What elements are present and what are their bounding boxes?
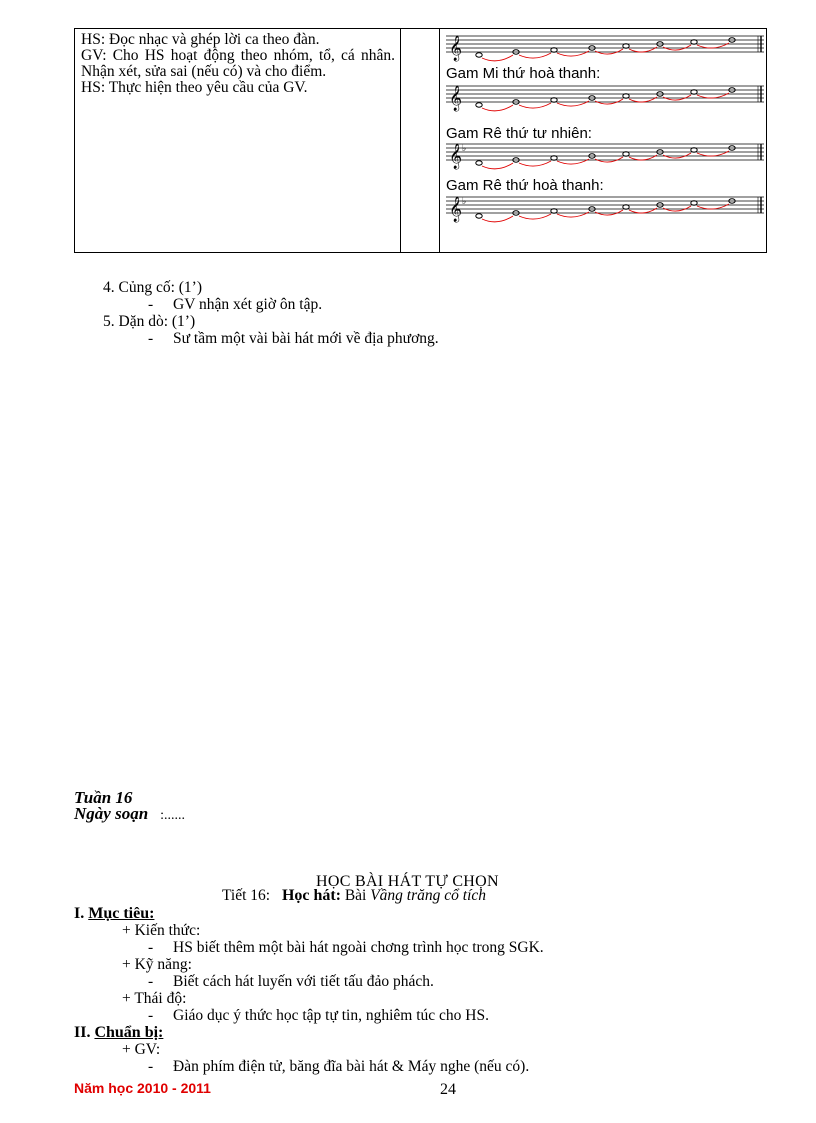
music-staff-3 (446, 140, 766, 172)
preparation-label: + GV: (122, 1041, 161, 1058)
slur-line (519, 53, 551, 58)
music-staff-1 (446, 32, 766, 64)
note-head (691, 90, 697, 94)
slur-line (482, 105, 513, 111)
scale-label: Gam Mi thứ hoà thanh: (446, 65, 601, 82)
note-head (551, 48, 557, 52)
dash: - (148, 1058, 154, 1075)
slur-line (595, 157, 623, 162)
treble-clef-icon: 𝄞 (449, 197, 463, 222)
dash: - (148, 973, 154, 990)
note-head (623, 94, 629, 98)
empty-cell (401, 29, 440, 252)
note-head (691, 148, 697, 152)
note-head (476, 53, 482, 57)
date-line (74, 804, 185, 824)
music-staff-2 (446, 82, 766, 114)
slur-line (482, 163, 513, 169)
objective-detail: Giáo dục ý thức học tập tự tin, nghiêm túc cho HS. (173, 1007, 489, 1024)
slur-line (519, 103, 551, 108)
slur-line (663, 206, 691, 211)
objective-detail: Biết cách hát luyến với tiết tấu đảo phách. (173, 973, 434, 990)
activity-line: HS: Đọc nhạc và ghép lời ca theo đàn. (81, 31, 320, 48)
lesson-title: HỌC BÀI HÁT TỰ CHỌN (316, 873, 499, 890)
slur-line (595, 49, 623, 54)
slur-line (482, 216, 513, 222)
note-head (476, 161, 482, 165)
section-1-title: Mục tiêu: (88, 905, 155, 922)
hoc-hat-label: Học hát (281, 887, 336, 904)
note-head (623, 44, 629, 48)
school-year: Năm học 2010 - 2011 (74, 1080, 211, 1096)
slur-line (595, 210, 623, 215)
note-head (623, 205, 629, 209)
treble-clef-icon: 𝄞 (449, 86, 463, 111)
tiet-label: Tiết 16: (222, 887, 271, 904)
section-2-number: II. (74, 1024, 91, 1041)
note-head (551, 209, 557, 213)
treble-clef-icon: 𝄞 (449, 36, 463, 61)
slur-line (663, 45, 691, 50)
section-1-heading (74, 905, 154, 923)
slur-line (482, 55, 513, 61)
review-item-4: 4. Củng cố: (1’) (103, 279, 203, 296)
colon: : (335, 887, 341, 904)
preparation-detail: Đàn phím điện tử, băng đĩa bài hát & Máy nghe (nếu có). (173, 1058, 530, 1075)
note-head (691, 40, 697, 44)
note-head (551, 98, 557, 102)
flat-icon: ♭ (462, 144, 467, 154)
activity-text (81, 32, 395, 96)
music-staff-4 (446, 193, 766, 225)
section-2-heading (74, 1024, 163, 1042)
review-item-4-detail: GV nhận xét giờ ôn tập. (173, 296, 323, 313)
objective-label: + Kỹ năng: (122, 956, 192, 973)
review-item-5: 5. Dặn dò: (1’) (103, 313, 196, 330)
slur-line (663, 153, 691, 158)
scale-label: Gam Rê thứ tư nhiên: (446, 125, 592, 142)
scale-label: Gam Rê thứ hoà thanh: (446, 177, 604, 194)
slur-line (663, 95, 691, 100)
bai-label: Bài (344, 887, 367, 904)
date-label: Ngày soạn (74, 804, 149, 823)
page-number: 24 (440, 1081, 456, 1098)
dash: - (148, 939, 154, 956)
slur-line (519, 161, 551, 166)
dash: - (148, 296, 154, 313)
note-head (476, 214, 482, 218)
review-item-5-detail: Sư tầm một vài bài hát mới về địa phương. (173, 330, 439, 347)
objective-label: + Kiến thức: (122, 922, 201, 939)
note-head (691, 201, 697, 205)
objective-label: + Thái độ: (122, 990, 187, 1007)
section-2-title: Chuẩn bị: (94, 1024, 164, 1041)
activity-line: HS: Thực hiện theo yêu cầu của GV. (81, 79, 308, 96)
slur-line (519, 214, 551, 219)
flat-icon: ♭ (462, 197, 467, 207)
date-value: :...... (160, 808, 186, 823)
song-title: Vầng trăng cổ tích (370, 887, 487, 904)
note-head (476, 103, 482, 107)
activity-cell (75, 29, 401, 252)
week-label: Tuần 16 (74, 788, 133, 807)
objective-detail: HS biết thêm một bài hát ngoài chơng trình học trong SGK. (173, 939, 544, 956)
dash: - (148, 330, 154, 347)
section-1-number: I. (74, 905, 85, 922)
activity-line: GV: Cho HS hoạt động theo nhóm, tổ, cá nhân. Nhận xét, sửa sai (nếu có) và cho điểm. (81, 47, 395, 80)
treble-clef-icon: 𝄞 (449, 144, 463, 169)
note-head (551, 156, 557, 160)
dash: - (148, 1007, 154, 1024)
slur-line (595, 99, 623, 104)
note-head (623, 152, 629, 156)
lesson-subtitle (222, 887, 486, 905)
